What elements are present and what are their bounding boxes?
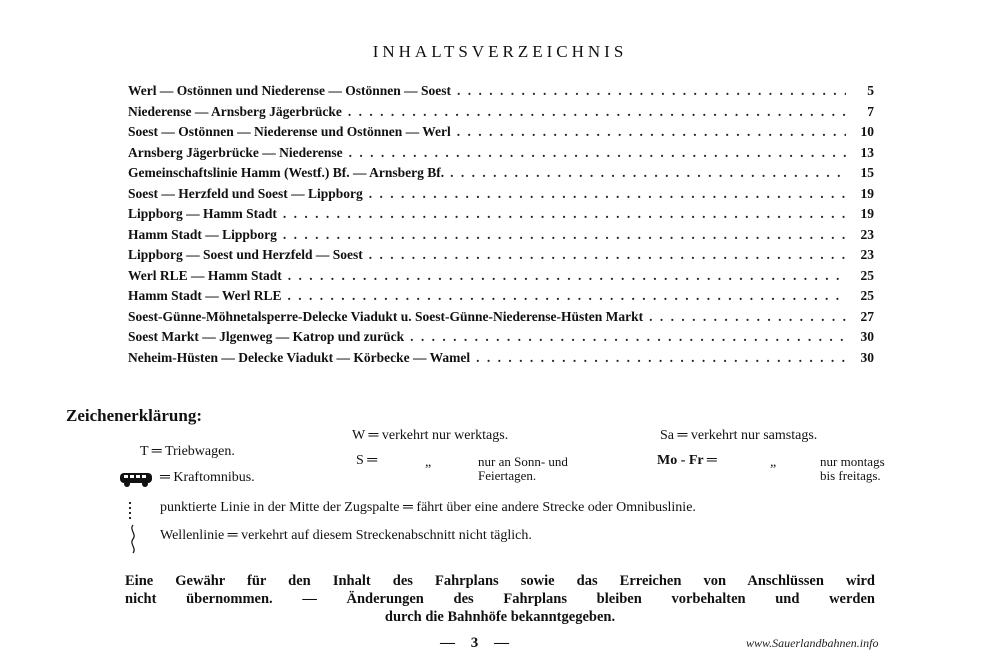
toc-dot-leader: [283, 227, 846, 243]
toc-route: Gemeinschaftslinie Hamm (Westf.) Bf. — Arnsberg Bf.: [128, 165, 445, 180]
toc-page-number: 30: [860, 329, 874, 344]
toc-route: Soest — Herzfeld und Soest — Lippborg: [128, 185, 363, 201]
legend-sa-samstags: Sa ═ verkehrt nur samstags.: [660, 428, 818, 443]
legend-s-text-line2: Feiertagen.: [478, 468, 537, 483]
dotted-line-icon: [126, 500, 134, 520]
toc-page-number: 5: [867, 83, 874, 98]
legend-s-ditto: „: [425, 455, 432, 470]
legend-mofr-text-line1: nur montags: [820, 454, 885, 469]
toc-route: Hamm Stadt — Lippborg: [128, 226, 277, 242]
toc-page-number: 13: [860, 144, 874, 160]
table-of-contents: [128, 83, 874, 370]
toc-dot-leader: [288, 268, 846, 284]
toc-entry: [128, 329, 874, 350]
legend-mofr-text: [820, 455, 885, 483]
toc-page-number: 27: [860, 308, 874, 324]
legend-t-triebwagen: T ═ Triebwagen.: [140, 444, 235, 459]
toc-entry: [128, 206, 874, 227]
toc-route: Lippborg — Soest und Herzfeld — Soest: [128, 247, 363, 262]
toc-route: Neheim-Hüsten — Delecke Viadukt — Körbecke — Wamel: [128, 349, 471, 365]
toc-dot-leader: [348, 104, 846, 120]
disclaimer-line2: nicht übernommen. — Änderungen des Fahrplans bleiben vorbehalten und werden: [125, 591, 875, 607]
toc-entry: [128, 247, 874, 268]
bus-icon: [118, 470, 156, 488]
toc-entry: [128, 186, 874, 207]
disclaimer: [125, 572, 875, 626]
toc-dot-leader: [288, 288, 846, 304]
toc-route: Soest — Ostönnen — Niederense und Ostönnen — Werl: [128, 124, 451, 139]
watermark: www.Sauerlandbahnen.info: [746, 636, 879, 650]
toc-entry: [128, 104, 874, 125]
toc-entry: [128, 288, 874, 309]
toc-page-number: 19: [860, 206, 874, 221]
legend-heading: Zeichenerklärung:: [66, 406, 202, 425]
legend-s-text: [478, 455, 568, 483]
toc-entry: [128, 227, 874, 248]
toc-entry: [128, 268, 874, 289]
legend-dotted-line-text: punktierte Linie in der Mitte der Zugspalte ═ fährt über eine andere Strecke oder Omnibuslinie.: [160, 500, 696, 515]
toc-page-number: 10: [860, 124, 874, 139]
toc-dot-leader: [450, 165, 846, 181]
toc-page-number: 7: [867, 103, 874, 119]
toc-dot-leader: [410, 329, 846, 345]
wavy-line-icon: [128, 524, 138, 554]
legend-w-werktags: W ═ verkehrt nur werktags.: [352, 428, 509, 443]
legend-wavy-line-text: Wellenlinie ═ verkehrt auf diesem Streckenabschnitt nicht täglich.: [160, 528, 532, 543]
toc-dot-leader: [283, 206, 846, 222]
toc-route: Hamm Stadt — Werl RLE: [128, 288, 282, 303]
toc-page-number: 15: [860, 165, 874, 180]
toc-dot-leader: [457, 83, 846, 99]
toc-entry: [128, 165, 874, 186]
toc-page-number: 25: [860, 267, 874, 283]
toc-dot-leader: [649, 309, 846, 325]
toc-route: Werl — Ostönnen und Niederense — Ostönnen — Soest: [128, 83, 452, 98]
toc-route: Arnsberg Jägerbrücke — Niederense: [128, 144, 343, 160]
toc-page-number: 19: [860, 185, 874, 201]
toc-route: Werl RLE — Hamm Stadt: [128, 267, 282, 283]
toc-route: Niederense — Arnsberg Jägerbrücke: [128, 103, 342, 119]
toc-dot-leader: [369, 247, 846, 263]
toc-entry: [128, 309, 874, 330]
page-title: INHALTSVERZEICHNIS: [372, 42, 628, 61]
toc-page-number: 25: [860, 288, 874, 303]
toc-dot-leader: [457, 124, 846, 140]
toc-dot-leader: [369, 186, 846, 202]
toc-route: Soest-Günne-Möhnetalsperre-Delecke Viadukt u. Soest-Günne-Niederense-Hüsten Markt: [128, 308, 644, 324]
disclaimer-line3: durch die Bahnhöfe bekanntgegeben.: [384, 609, 616, 625]
toc-route: Soest Markt — Jlgenweg — Katrop und zurück: [128, 329, 405, 344]
legend-mofr-key: Mo - Fr ═: [657, 453, 717, 468]
toc-dot-leader: [476, 350, 846, 366]
toc-page-number: 23: [860, 226, 874, 242]
toc-entry: [128, 83, 874, 104]
disclaimer-line1: Eine Gewähr für den Inhalt des Fahrplans sowie das Erreichen von Anschlüssen wird: [125, 573, 875, 589]
toc-entry: [128, 145, 874, 166]
toc-route: Lippborg — Hamm Stadt: [128, 206, 277, 221]
page-number: — 3 —: [440, 635, 515, 651]
toc-entry: [128, 350, 874, 371]
toc-entry: [128, 124, 874, 145]
legend-s-text-line1: nur an Sonn- und: [478, 454, 568, 469]
legend-bus-kraftomnibus: ═ Kraftomnibus.: [160, 470, 255, 485]
toc-page-number: 30: [860, 349, 874, 365]
toc-dot-leader: [349, 145, 846, 161]
legend-s-key: S ═: [356, 453, 378, 468]
toc-page-number: 23: [860, 247, 874, 262]
legend-mofr-ditto: „: [770, 455, 777, 470]
legend-mofr-text-line2: bis freitags.: [820, 468, 881, 483]
